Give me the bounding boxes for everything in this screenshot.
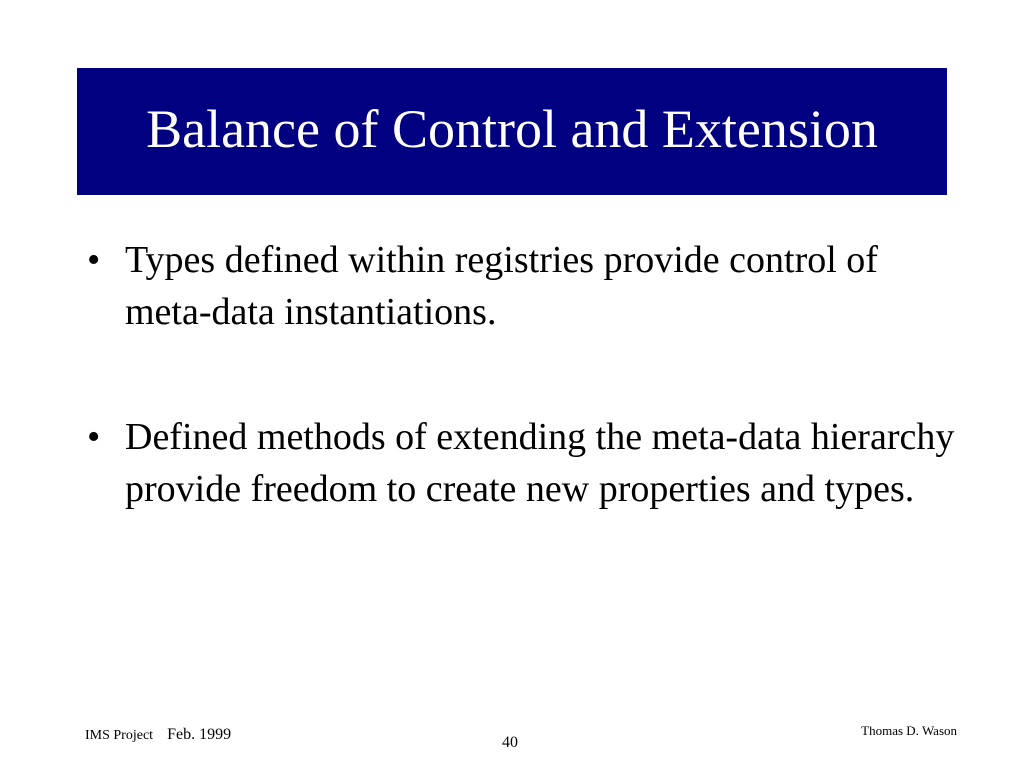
bullet-text: Defined methods of extending the meta-data hierarchy provide freedom to create new properties and types. [125, 416, 955, 510]
bullet-marker: • [87, 239, 101, 281]
footer-date: Feb. 1999 [167, 726, 232, 743]
bullet-text: Types defined within registries provide control of meta-data instantiations. [125, 239, 878, 333]
footer-author: Thomas D. Wason [861, 723, 957, 738]
bullet-item [85, 234, 965, 338]
footer-project: IMS Project [85, 728, 154, 743]
slide-title: Balance of Control and Extension [146, 98, 878, 159]
bullet-item [85, 411, 965, 515]
bullet-marker: • [87, 416, 101, 458]
slide-title-bar [77, 68, 947, 195]
footer-left [85, 726, 231, 744]
bullet-list [85, 234, 965, 515]
page-number: 40 [502, 734, 518, 751]
